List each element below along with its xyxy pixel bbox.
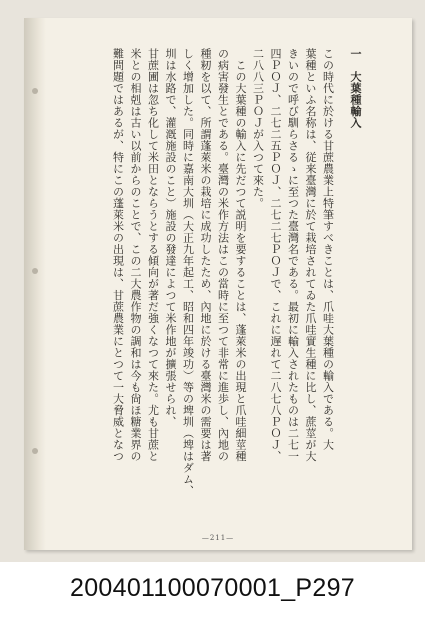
text-line: しく增加した。同時に嘉南大圳（大正九年起工、昭和四年竣功）等の埤圳（埤はダム、 bbox=[181, 48, 195, 497]
book-page bbox=[24, 18, 412, 550]
page-number: —211— bbox=[201, 534, 235, 542]
text-line: 種籾を以て、所謂蓬萊米の栽培に成功したため、內地に於ける臺灣米の需要は著 bbox=[199, 48, 212, 462]
text-line: この時代に於ける甘蔗農業上特筆すべきことは、爪哇大葉種の輸入である。大 bbox=[321, 48, 335, 451]
text-line: 四ＰＯＪ、二七二五ＰＯＪ、二七二七ＰＯＪで、これに遅れて二八七八ＰＯＪ、 bbox=[269, 48, 282, 462]
binding-hole bbox=[32, 88, 38, 94]
scan-caption: 200401100070001_P297 bbox=[70, 574, 355, 602]
text-line: 米との相剋は古い以前からのことで、この二大農作物の調和は今も尙ほ糖業界の bbox=[129, 48, 142, 462]
text-line: 葉種といふ名称は、従来臺灣に於て栽培されてゐた爪哇實生種に比し、蔗莖が大 bbox=[304, 48, 317, 462]
binding-hole bbox=[32, 268, 38, 274]
text-line: 難問題ではあるが、特にこの蓬萊米の出現は、甘蔗農業にとつて一大脅威となつ bbox=[111, 48, 125, 462]
text-line: この大葉種の輸入に先だつて説明を要することは、蓬萊米の出現と爪哇細莖種 bbox=[234, 48, 247, 462]
section-heading: 一 大葉種輸入 bbox=[349, 48, 362, 129]
text-line: 二八八三ＰＯＪが入つて來た。 bbox=[251, 48, 265, 209]
text-line: 甘蔗圃は忽ち化して米田とならうとする傾向が著だ強くなつて來た。尤も甘蔗と bbox=[146, 48, 160, 462]
text-line: きいので呼び馴らさるゝに至つた臺灣名である。最初に輸入されたものは二七一 bbox=[286, 48, 300, 462]
binding-hole bbox=[32, 448, 38, 454]
page-binding bbox=[24, 18, 46, 550]
text-line: 圳は水路で、灌漑施設のこと）施設の發達によつて米作地が擴張せられ、 bbox=[164, 48, 177, 428]
text-line: の病害發生とである。臺灣の米作方法はこの當時に至つて非常に進歩し、內地の bbox=[216, 48, 230, 462]
vertical-text-body bbox=[64, 48, 364, 518]
